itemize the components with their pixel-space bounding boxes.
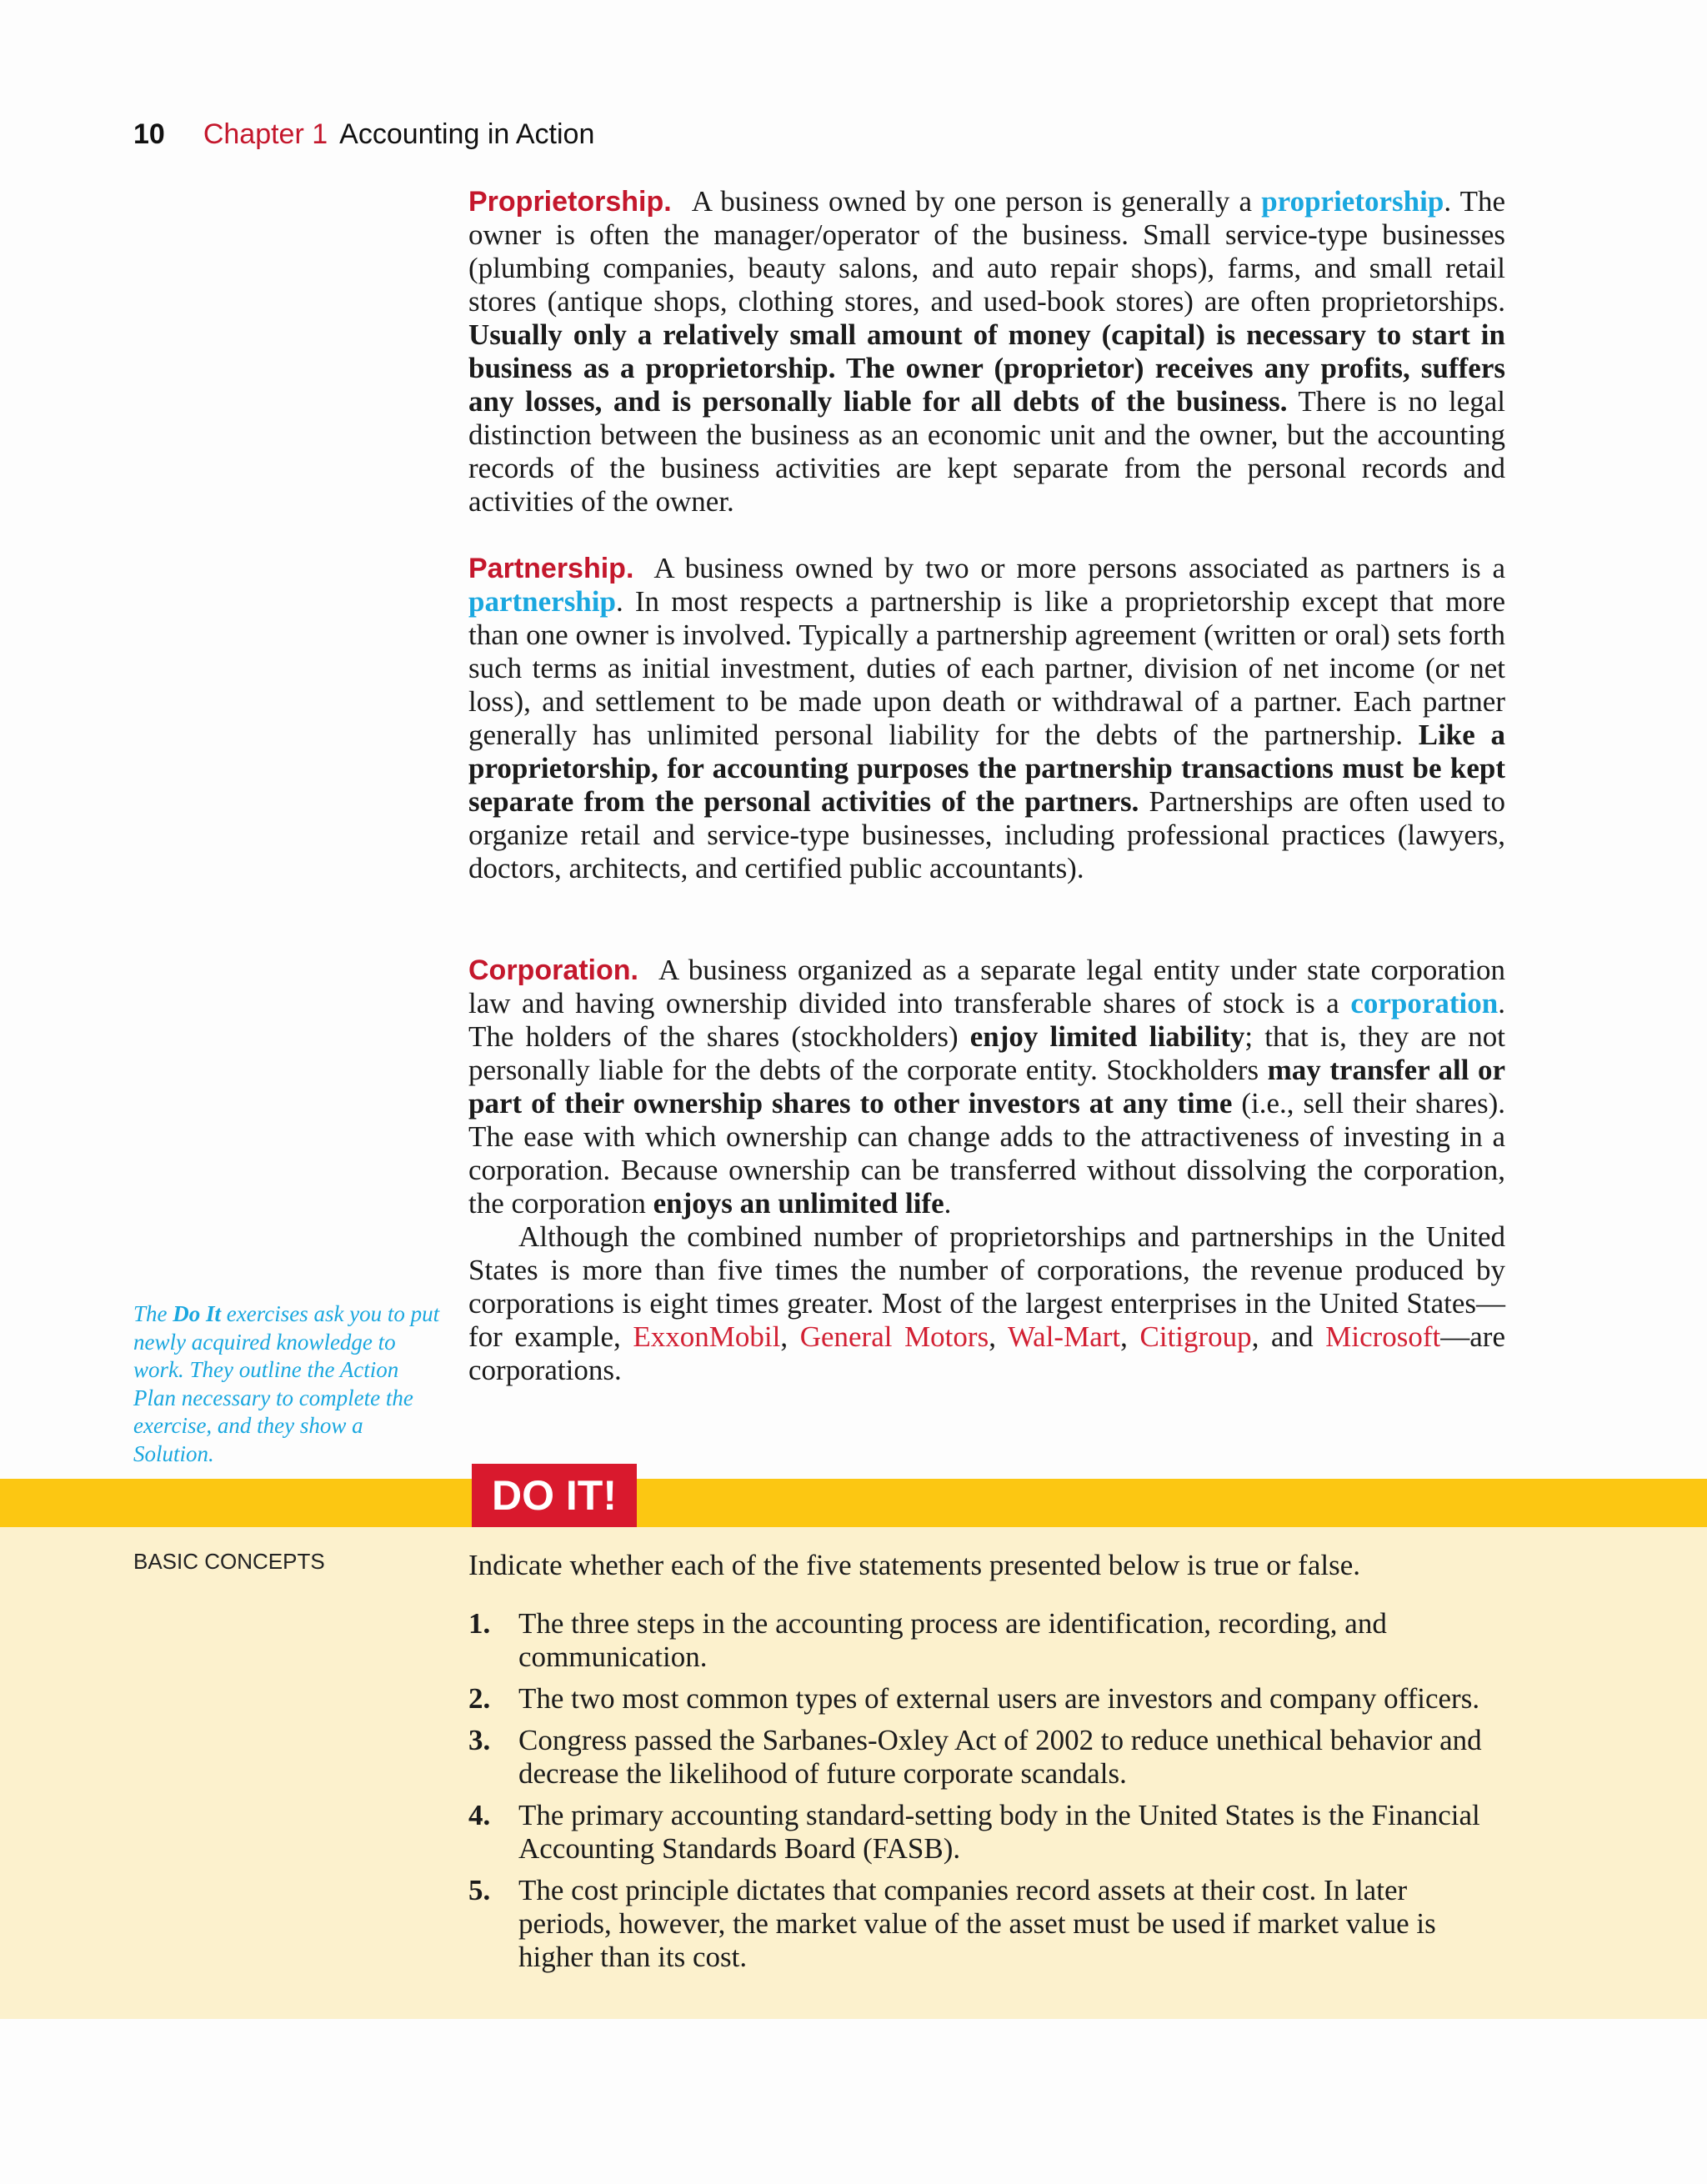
item-number: 1.: [468, 1607, 491, 1640]
item-number: 4.: [468, 1799, 491, 1831]
corporation-paragraph: [468, 954, 1505, 1220]
proprietorship-paragraph: [468, 185, 1505, 518]
separator: , and: [1251, 1320, 1326, 1353]
company-exxonmobil: ExxonMobil: [633, 1320, 781, 1353]
item-number: 5.: [468, 1874, 491, 1906]
do-it-intro: Indicate whether each of the five statements presented below is true or false.: [468, 1549, 1360, 1581]
company-wal-mart: Wal-Mart: [1007, 1320, 1121, 1353]
separator: ,: [989, 1320, 1008, 1353]
company-general-motors: General Motors: [799, 1320, 989, 1353]
margin-note: [133, 1300, 442, 1468]
bold-run: enjoy limited liability: [969, 1020, 1245, 1053]
proprietorship-section: [468, 185, 1505, 518]
chapter-label: Chapter 1: [203, 118, 328, 150]
list-item: [468, 1724, 1502, 1791]
partnership-paragraph: [468, 552, 1505, 885]
bold-run: may transfer all or part of their ownership shares to other investors at any time: [468, 1054, 1506, 1120]
item-text: The cost principle dictates that companies record assets at their cost. In later periods, however, the market value of the asset must be used if market value is higher than its cost.: [518, 1874, 1436, 1973]
text-run: A business owned by two or more persons associated as partners is a: [653, 552, 1505, 584]
text-run: The: [133, 1301, 173, 1326]
do-it-bold: Do It: [173, 1301, 222, 1326]
text-run: . In most respects a partnership is like a proprietorship except that more than one owner is involved. Typically a partnership agreement (written or oral) sets forth such terms as initial investment, duties of each partner, division of net income (or net loss), and settlement to be made upon death or withdrawal of a partner. Each partner generally has unlimited personal liability for the debts of the partnership.: [468, 585, 1505, 751]
text-run: exercises ask you to put newly acquired knowledge to work. They outline the Action Plan necessary to complete the exercise, and they show a Solution.: [133, 1301, 440, 1466]
text-run: There is no legal distinction between the business as an economic unit and the owner, but the accounting records of the business activities are kept separate from the personal records and activities of the owner.: [468, 385, 1505, 518]
text-run: (i.e., sell their shares). The ease with which ownership can change adds to the attractiveness of investing in a corporation. Because ownership can be transferred without dissolving the corporation, the corporation: [468, 1087, 1505, 1220]
separator: ,: [1120, 1320, 1140, 1353]
term-partnership: partnership: [468, 585, 616, 618]
chapter-title: Accounting in Action: [339, 118, 595, 150]
item-number: 2.: [468, 1682, 491, 1715]
corporation-section: [468, 954, 1505, 1387]
bold-run: Like a proprietorship, for accounting purposes the partnership transactions must be kept separate from the personal activities of the partners.: [468, 719, 1506, 818]
text-run: .: [944, 1187, 952, 1220]
text-run: . The owner is often the manager/operator of the business. Small service-type businesses (plumbing companies, beauty salons, and auto repair shops), farms, and small retail stores (antique shops, clothing stores, and used-book stores) are often proprietorships.: [468, 185, 1505, 318]
text-run: ; that is, they are not personally liable for the debts of the corporate entity. Stockholders: [468, 1020, 1505, 1086]
do-it-band-stripe: [0, 1479, 1707, 1527]
statement-list: [468, 1607, 1502, 1982]
text-run: Although the combined number of proprietorships and partnerships in the United States is more than five times the number of corporations, the revenue produced by corporations is eight times greater. Most of the largest enterprises in the United States—for example,: [468, 1220, 1505, 1353]
term-proprietorship: proprietorship: [1261, 185, 1444, 218]
text-run: —are corporations.: [468, 1320, 1505, 1386]
text-run: A business organized as a separate legal entity under state corporation law and having ownership divided into transferable shares of stock is a: [468, 954, 1505, 1019]
company-citigroup: Citigroup: [1139, 1320, 1252, 1353]
item-text: Congress passed the Sarbanes-Oxley Act of 2002 to reduce unethical behavior and decrease the likelihood of future corporate scandals.: [518, 1724, 1482, 1790]
corporation-heading: Corporation.: [468, 954, 638, 986]
do-it-badge: DO IT!: [472, 1464, 637, 1527]
basic-concepts-label: BASIC CONCEPTS: [133, 1549, 325, 1574]
bold-run: Usually only a relatively small amount of money (capital) is necessary to start in business as a proprietorship. The owner (proprietor) receives any profits, suffers any losses, and is personally liable for all debts of the business.: [468, 318, 1505, 418]
list-item: [468, 1682, 1502, 1716]
list-item: [468, 1874, 1502, 1974]
partnership-heading: Partnership.: [468, 553, 634, 584]
item-text: The three steps in the accounting process are identification, recording, and communication.: [518, 1607, 1387, 1673]
item-text: The primary accounting standard-setting body in the United States is the Financial Accounting Standards Board (FASB).: [518, 1799, 1480, 1865]
list-item: [468, 1607, 1502, 1674]
bold-run: enjoys an unlimited life: [653, 1187, 944, 1220]
page-number: 10: [133, 118, 165, 150]
corporation-paragraph-2: [468, 1220, 1505, 1387]
list-item: [468, 1799, 1502, 1866]
page-header: [133, 118, 594, 151]
text-run: A business owned by one person is generally a: [691, 185, 1262, 218]
text-run: Partnerships are often used to organize retail and service-type businesses, including professional practices (lawyers, doctors, architects, and certified public accountants).: [468, 785, 1505, 884]
term-corporation: corporation: [1350, 987, 1499, 1019]
item-text: The two most common types of external users are investors and company officers.: [518, 1682, 1480, 1715]
proprietorship-heading: Proprietorship.: [468, 186, 672, 218]
separator: ,: [780, 1320, 800, 1353]
partnership-section: [468, 552, 1505, 885]
item-number: 3.: [468, 1724, 491, 1756]
text-run: . The holders of the shares (stockholders): [468, 987, 1505, 1053]
company-microsoft: Microsoft: [1325, 1320, 1441, 1353]
